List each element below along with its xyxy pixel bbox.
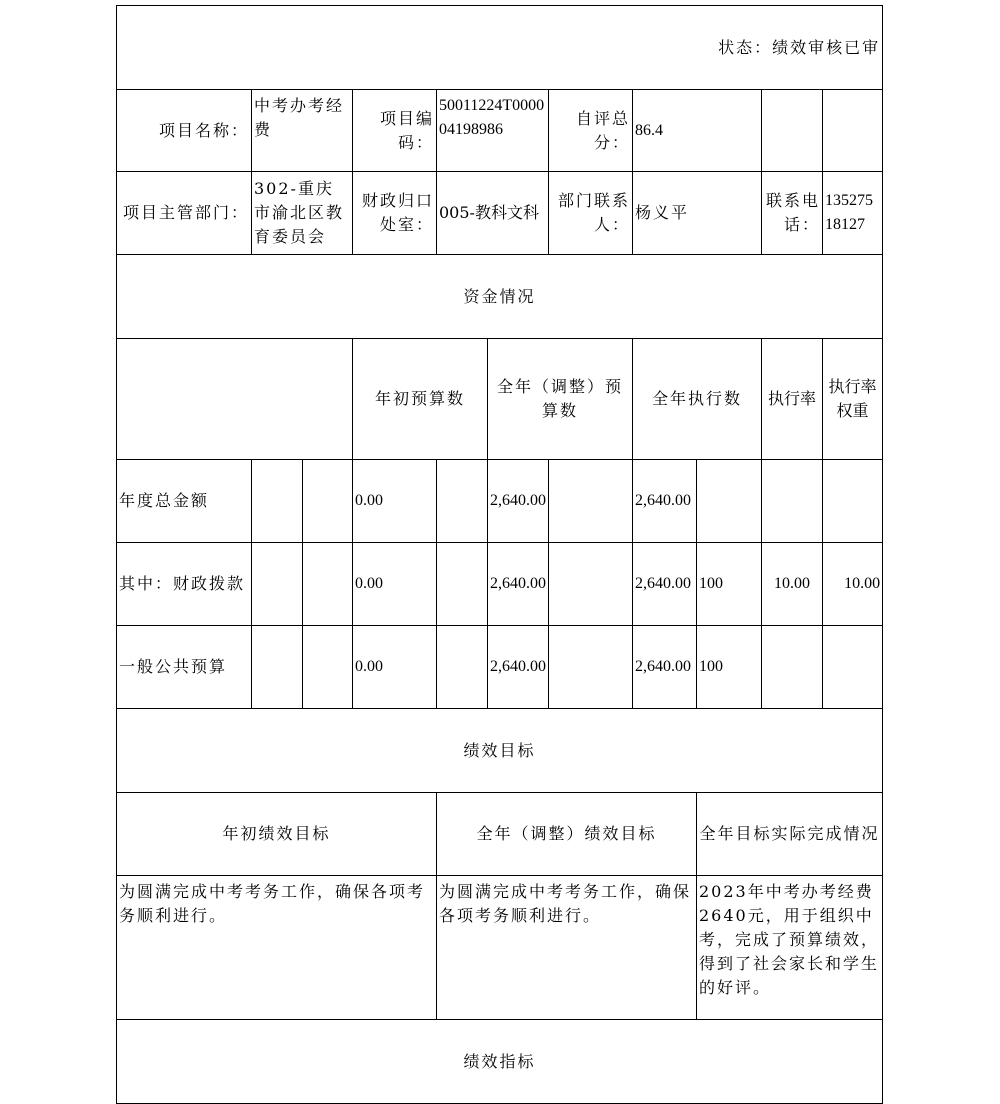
goals-title-row: [117, 709, 883, 793]
info-row-1: [117, 90, 883, 172]
empty-cell: [437, 460, 488, 543]
header-initial-budget: 年初预算数: [353, 339, 488, 460]
empty-cell: [762, 90, 823, 172]
rate-value: 100: [697, 626, 762, 709]
empty-cell: [823, 90, 883, 172]
empty-cell: [549, 543, 633, 626]
score-value: 10.00: [823, 543, 883, 626]
report-table: [116, 5, 883, 1104]
weight-value: [762, 460, 823, 543]
table-row: [117, 543, 883, 626]
empty-cell: [437, 543, 488, 626]
project-name-value: 中考办考经费: [252, 90, 353, 172]
header-adjusted-goal: 全年（调整）绩效目标: [437, 793, 697, 876]
executed-value: 2,640.00: [633, 626, 697, 709]
project-name-label: 项目名称：: [117, 90, 252, 172]
executed-value: 2,640.00: [633, 543, 697, 626]
empty-cell: [303, 626, 353, 709]
header-actual-completion: 全年目标实际完成情况: [697, 793, 883, 876]
info-row-2: [117, 172, 883, 255]
weight-value: 10.00: [762, 543, 823, 626]
adjusted-goal-text: 为圆满完成中考考务工作，确保各项考务顺利进行。: [437, 876, 697, 1020]
header-initial-goal: 年初绩效目标: [117, 793, 437, 876]
self-score-label: 自评总分：: [549, 90, 633, 172]
funds-header-row: [117, 339, 883, 460]
header-weight: 执行率权重: [823, 339, 883, 460]
empty-cell: [549, 626, 633, 709]
dept-value: 302-重庆市渝北区教育委员会: [252, 172, 353, 255]
goals-content-row: [117, 876, 883, 1020]
initial-value: 0.00: [353, 543, 437, 626]
weight-value: [762, 626, 823, 709]
empty-cell: [252, 626, 303, 709]
status-row: [117, 6, 883, 90]
adjusted-value: 2,640.00: [488, 626, 549, 709]
actual-completion-text: 2023年中考办考经费2640元，用于组织中考，完成了预算绩效，得到了社会家长和学生的好评。: [697, 876, 883, 1020]
empty-cell: [303, 460, 353, 543]
indicators-section-title: 绩效指标: [117, 1020, 883, 1104]
row-label: 年度总金额: [117, 460, 252, 543]
empty-cell: [437, 626, 488, 709]
executed-value: 2,640.00: [633, 460, 697, 543]
empty-cell: [549, 460, 633, 543]
table-row: [117, 460, 883, 543]
phone-label: 联系电话：: [762, 172, 823, 255]
contact-label: 部门联系人：: [549, 172, 633, 255]
project-code-value: 50011224T000004198986: [437, 90, 549, 172]
adjusted-value: 2,640.00: [488, 543, 549, 626]
empty-cell: [252, 460, 303, 543]
funds-title-row: [117, 255, 883, 339]
table-row: [117, 626, 883, 709]
adjusted-value: 2,640.00: [488, 460, 549, 543]
score-value: [823, 460, 883, 543]
rate-value: [697, 460, 762, 543]
rate-value: 100: [697, 543, 762, 626]
initial-goal-text: 为圆满完成中考考务工作，确保各项考务顺利进行。: [117, 876, 437, 1020]
dept-label: 项目主管部门：: [117, 172, 252, 255]
initial-value: 0.00: [353, 626, 437, 709]
header-adjusted-budget: 全年（调整）预算数: [488, 339, 633, 460]
performance-report-form: [116, 5, 882, 1104]
project-code-label: 项目编码：: [353, 90, 437, 172]
status-cell: [117, 6, 883, 90]
header-executed: 全年执行数: [633, 339, 762, 460]
phone-value: 13527518127: [823, 172, 883, 255]
empty-cell: [117, 339, 353, 460]
goals-header-row: [117, 793, 883, 876]
finance-value: 005-教科文科: [437, 172, 549, 255]
self-score-value: 86.4: [633, 90, 762, 172]
empty-cell: [303, 543, 353, 626]
row-label: 其中：财政拨款: [117, 543, 252, 626]
status-text: 状态：绩效审核已审: [718, 37, 881, 57]
initial-value: 0.00: [353, 460, 437, 543]
score-value: [823, 626, 883, 709]
indicators-title-row: [117, 1020, 883, 1104]
contact-value: 杨义平: [633, 172, 762, 255]
goals-section-title: 绩效目标: [117, 709, 883, 793]
header-rate: 执行率: [762, 339, 823, 460]
finance-label: 财政归口处室：: [353, 172, 437, 255]
empty-cell: [252, 543, 303, 626]
funds-section-title: 资金情况: [117, 255, 883, 339]
row-label: 一般公共预算: [117, 626, 252, 709]
